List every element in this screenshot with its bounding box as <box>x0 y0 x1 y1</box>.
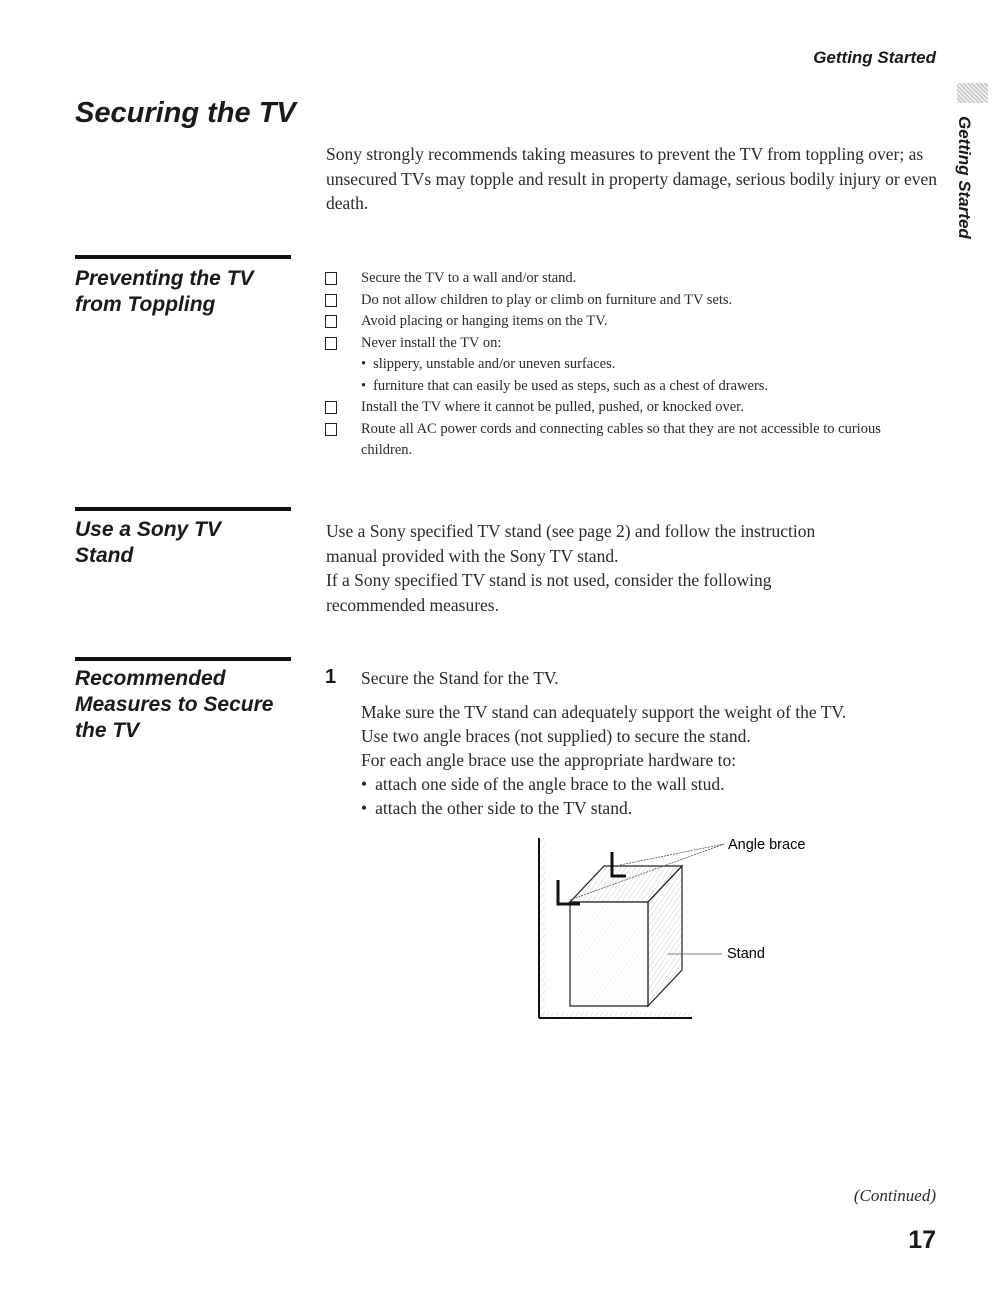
continued-note: (Continued) <box>853 1186 936 1205</box>
angle-brace-figure <box>530 830 830 1030</box>
list-item: Avoid placing or hanging items on the TV. <box>325 311 945 333</box>
heading-line: Preventing the TV <box>75 267 254 290</box>
page-title: Securing the TV <box>75 97 296 129</box>
checkbox-icon <box>325 423 337 436</box>
precaution-checklist <box>325 268 945 462</box>
bullet-item: • attach the other side to the TV stand. <box>361 796 941 820</box>
section-heading-recommended <box>75 666 295 744</box>
sub-list-item: • slippery, unstable and/or uneven surfaces. <box>325 354 945 376</box>
checkbox-icon <box>325 294 337 307</box>
heading-line: from Toppling <box>75 293 216 316</box>
step-number: 1 <box>325 666 337 688</box>
checkbox-icon <box>325 337 337 350</box>
heading-line: Stand <box>75 544 134 567</box>
intro-paragraph: Sony strongly recommends taking measures to prevent the TV from toppling over; as unsecured TVs may topple and result in property damage, serious bodily injury or even death. <box>326 144 938 213</box>
side-tab-text: Getting Started <box>955 116 974 239</box>
heading-line: Recommended <box>75 667 226 690</box>
section-tab-marker <box>957 83 988 103</box>
list-item: Do not allow children to play or climb on furniture and TV sets. <box>325 290 945 312</box>
side-tab-label <box>950 116 978 256</box>
heading-line: the TV <box>75 719 140 742</box>
list-item: Never install the TV on: <box>325 333 945 355</box>
checkbox-icon <box>325 272 337 285</box>
step-body: Make sure the TV stand can adequately support the weight of the TV. Use two angle braces (not supplied) to secure the stand. For each angle brace use the appropriate hardware to: • attach one side of the angle brace to the wall stud. • attach the other side to the TV stand. <box>361 700 941 820</box>
floor-shade <box>541 1012 692 1017</box>
section-rule <box>75 657 291 661</box>
sony-stand-paragraph: Use a Sony specified TV stand (see page 2) and follow the instruction manual provided with the Sony TV stand. If a Sony specified TV stand is not used, consider the following recommended measures. <box>326 521 816 615</box>
heading-line: Use a Sony TV <box>75 518 221 541</box>
section-heading-preventing <box>75 266 295 318</box>
list-item: Secure the TV to a wall and/or stand. <box>325 268 945 290</box>
checkbox-icon <box>325 315 337 328</box>
figure-label-stand: Stand <box>727 946 765 962</box>
list-item: Route all AC power cords and connecting cables so that they are not accessible to curious children. <box>325 419 945 462</box>
figure-label-angle-brace: Angle brace <box>728 837 806 853</box>
section-rule <box>75 255 291 259</box>
tv-stand-illustration <box>530 830 830 1030</box>
wall-shade <box>541 838 545 1016</box>
checkbox-icon <box>325 401 337 414</box>
list-item: Install the TV where it cannot be pulled, pushed, or knocked over. <box>325 397 945 419</box>
section-rule <box>75 507 291 511</box>
running-head: Getting Started <box>813 48 936 67</box>
sub-list-item: • furniture that can easily be used as steps, such as a chest of drawers. <box>325 376 945 398</box>
leader-line <box>620 844 724 865</box>
section-heading-sony-stand <box>75 517 295 569</box>
bullet-item: • attach one side of the angle brace to the wall stud. <box>361 772 941 796</box>
step-title: Secure the Stand for the TV. <box>361 668 559 688</box>
page-number: 17 <box>908 1226 936 1254</box>
heading-line: Measures to Secure <box>75 693 274 716</box>
